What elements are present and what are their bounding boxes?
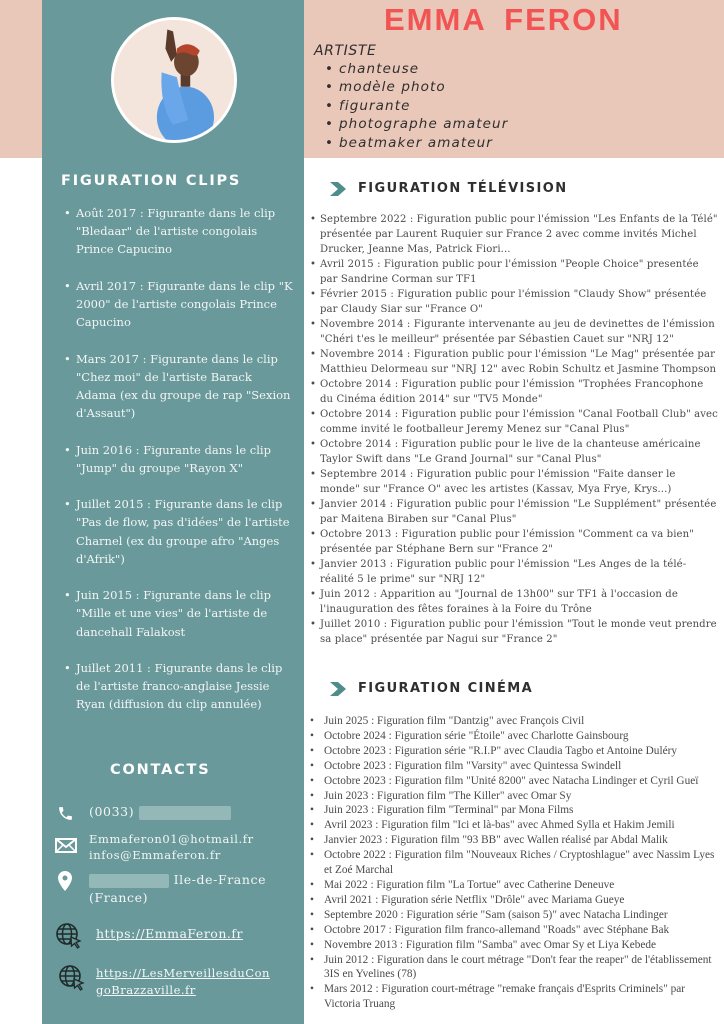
cinema-item: • Novembre 2013 : Figuration film "Samba" avec Omar Sy et Liya Kebede: [310, 938, 718, 953]
tv-item: • Novembre 2014 : Figurante intervenante au jeu de devinettes de l'émission "Chéri t'es le meilleur" présentée par Sébastien Cauet sur "NRJ 12": [310, 317, 718, 347]
cinema-section-title: FIGURATION CINÉMA: [358, 681, 534, 696]
role-block: [314, 43, 508, 152]
website-link-2-line-2[interactable]: goBrazzaville.fr: [96, 983, 196, 997]
globe-cursor-icon: [55, 922, 83, 950]
tv-item: • Avril 2015 : Figuration public pour l'émission "People Choice" presentée par Sandrine Corman sur TF1: [310, 257, 718, 287]
cinema-list: [310, 714, 718, 1012]
role-title: ARTISTE: [314, 43, 377, 59]
tv-item: • Octobre 2013 : Figuration public pour l'émission "Comment ca va bien" présentée par Stéphane Bern sur "France 2": [310, 527, 718, 557]
location-line-1: [89, 871, 266, 889]
tv-item: • Octobre 2014 : Figuration public pour le live de la chanteuse américaine Taylor Swift dans "Le Grand Journal" sur "Canal Plus": [310, 437, 718, 467]
cinema-item: • Avril 2023 : Figuration film "Ici et là-bas" avec Ahmed Sylla et Hakim Jemili: [310, 818, 718, 833]
phone-icon: [57, 805, 74, 822]
tv-item: • Octobre 2014 : Figuration public pour l'émission "Canal Football Club" avec comme invité le footballeur Jeremy Menez sur "Canal Plus": [310, 407, 718, 437]
role-item: • chanteuse: [325, 60, 508, 78]
cinema-item: • Octobre 2017 : Figuration film franco-allemand "Roads" avec Stéphane Bak: [310, 923, 718, 938]
location-region: Ile-de-France: [173, 872, 267, 887]
tv-item: • Février 2015 : Figuration public pour l'émission "Claudy Show" présentée par Claudy Siar sur "France O": [310, 287, 718, 317]
role-item: • beatmaker amateur: [325, 134, 508, 152]
portrait-image: [114, 20, 234, 140]
map-pin-icon: [58, 871, 72, 891]
tv-section-header: [330, 181, 568, 196]
role-item: • modèle photo: [325, 78, 508, 96]
role-item: • photographe amateur: [325, 115, 508, 133]
clip-item: • Juillet 2011 : Figurante dans le clip de l'artiste franco-anglaise Jessie Ryan (diffusion du clip annulée): [62, 659, 294, 714]
clip-item: • Juillet 2015 : Figurante dans le clip "Pas de flow, pas d'idées" de l'artiste Charnel (ex du groupe afro "Anges d'Afrik"): [62, 495, 294, 568]
tv-item: • Septembre 2014 : Figuration public pour l'émission "Faite danser le monde" sur "France O" avec les artistes (Kassav, Mya Frye, Krys...): [310, 467, 718, 497]
email-2[interactable]: infos@Emmaferon.fr: [89, 848, 221, 862]
tv-item: • Janvier 2013 : Figuration public pour l'émission "Les Anges de la télé-réalité 5 le prime" sur "NRJ 12": [310, 557, 718, 587]
website-link-2-line-1[interactable]: https://LesMerveillesduCon: [96, 966, 270, 980]
clip-item: • Avril 2017 : Figurante dans le clip "K 2000" de l'artiste congolais Prince Capucino: [62, 277, 294, 332]
tv-item: • Septembre 2022 : Figuration public pour l'émission "Les Enfants de la Télé" présentée par Laurent Ruquier sur France 2 avec comme invités Michel Drucker, Jeanne Mas, Patrick Fiori...: [310, 212, 718, 257]
globe-cursor-icon: [58, 964, 86, 992]
tv-item: • Novembre 2014 : Figuration public pour l'émission "Le Mag" présentée par Matthieu Delormeau sur "NRJ 12" avec Robin Schultz et Jasmine Thompson: [310, 347, 718, 377]
redacted-phone: [139, 806, 231, 820]
website-link-1[interactable]: https://EmmaFeron.fr: [96, 926, 243, 941]
cinema-item: • Octobre 2023 : Figuration film "Unité 8200" avec Natacha Lindinger et Cyril Gueï: [310, 774, 718, 789]
location-country: (France): [89, 890, 149, 905]
cinema-section-header: [330, 681, 533, 696]
tv-section-title: FIGURATION TÉLÉVISION: [358, 181, 568, 196]
role-item: • figurante: [325, 97, 508, 115]
cinema-item: • Octobre 2023 : Figuration série "R.I.P" avec Claudia Tagbo et Antoine Duléry: [310, 744, 718, 759]
chevron-right-icon: [330, 682, 346, 696]
tv-list: [310, 212, 718, 647]
cinema-item: • Mai 2022 : Figuration film "La Tortue" avec Catherine Deneuve: [310, 878, 718, 893]
profile-photo: [111, 17, 237, 143]
role-list: [325, 60, 508, 152]
cinema-item: • Juin 2023 : Figuration film "Terminal" par Mona Films: [310, 803, 718, 818]
contacts-section-title: CONTACTS: [110, 762, 211, 778]
tv-item: • Juin 2012 : Apparition au "Journal de 13h00" sur TF1 à l'occasion de l'inauguration des fêtes foraines à la Foire du Trône: [310, 587, 718, 617]
cinema-item: • Juin 2025 : Figuration film "Dantzig" avec François Civil: [310, 714, 718, 729]
clips-list: [62, 204, 294, 732]
redacted-city: [89, 874, 169, 888]
phone-number[interactable]: [89, 803, 231, 821]
cinema-item: • Mars 2012 : Figuration court-métrage "remake français d'Esprits Criminels" par Victoria Truang: [310, 982, 718, 1012]
cinema-item: • Octobre 2023 : Figuration film "Varsity" avec Quintessa Swindell: [310, 759, 718, 774]
chevron-right-icon: [330, 182, 346, 196]
clip-item: • Juin 2015 : Figurante dans le clip "Mille et une vies" de l'artiste de dancehall Falakost: [62, 586, 294, 641]
cinema-item: • Juin 2023 : Figuration film "The Killer" avec Omar Sy: [310, 789, 718, 804]
cinema-item: • Janvier 2023 : Figuration film "93 BB" avec Wallen réalisé par Abdal Malik: [310, 833, 718, 848]
clip-item: • Août 2017 : Figurante dans le clip "Bledaar" de l'artiste congolais Prince Capucino: [62, 204, 294, 259]
email-1[interactable]: Emmaferon01@hotmail.fr: [89, 832, 254, 846]
tv-item: • Juillet 2010 : Figuration public pour l'émission "Tout le monde veut prendre sa place" présentée par Nagui sur "France 2": [310, 617, 718, 647]
clips-section-title: FIGURATION CLIPS: [61, 173, 242, 189]
cinema-item: • Avril 2021 : Figuration série Netflix "Drôle" avec Mariama Gueye: [310, 893, 718, 908]
tv-item: • Janvier 2014 : Figuration public pour l'émission "Le Supplément" présentée par Maitena Biraben sur "Canal Plus": [310, 497, 718, 527]
cinema-item: • Septembre 2020 : Figuration série "Sam (saison 5)" avec Natacha Lindinger: [310, 908, 718, 923]
cinema-item: • Octobre 2022 : Figuration film "Nouveaux Riches / Cryptoshlague" avec Nassim Lyes et Zoé Marchal: [310, 848, 718, 878]
phone-prefix: (0033): [89, 804, 135, 819]
person-name: EMMA FERON: [384, 2, 623, 37]
clip-item: • Mars 2017 : Figurante dans le clip "Chez moi" de l'artiste Barack Adama (ex du groupe de rap "Sexion d'Assaut"): [62, 350, 294, 423]
tv-item: • Octobre 2014 : Figuration public pour l'émission "Trophées Francophone du Cinéma édition 2014" sur "TV5 Monde": [310, 377, 718, 407]
cinema-item: • Octobre 2024 : Figuration série "Étoile" avec Charlotte Gainsbourg: [310, 729, 718, 744]
clip-item: • Juin 2016 : Figurante dans le clip "Jump" du groupe "Rayon X": [62, 441, 294, 477]
cinema-item: • Juin 2012 : Figuration dans le court métrage "Don't fear the reaper" de l'établissement 3IS en Yvelines (78): [310, 953, 718, 983]
envelope-icon: [55, 838, 77, 853]
